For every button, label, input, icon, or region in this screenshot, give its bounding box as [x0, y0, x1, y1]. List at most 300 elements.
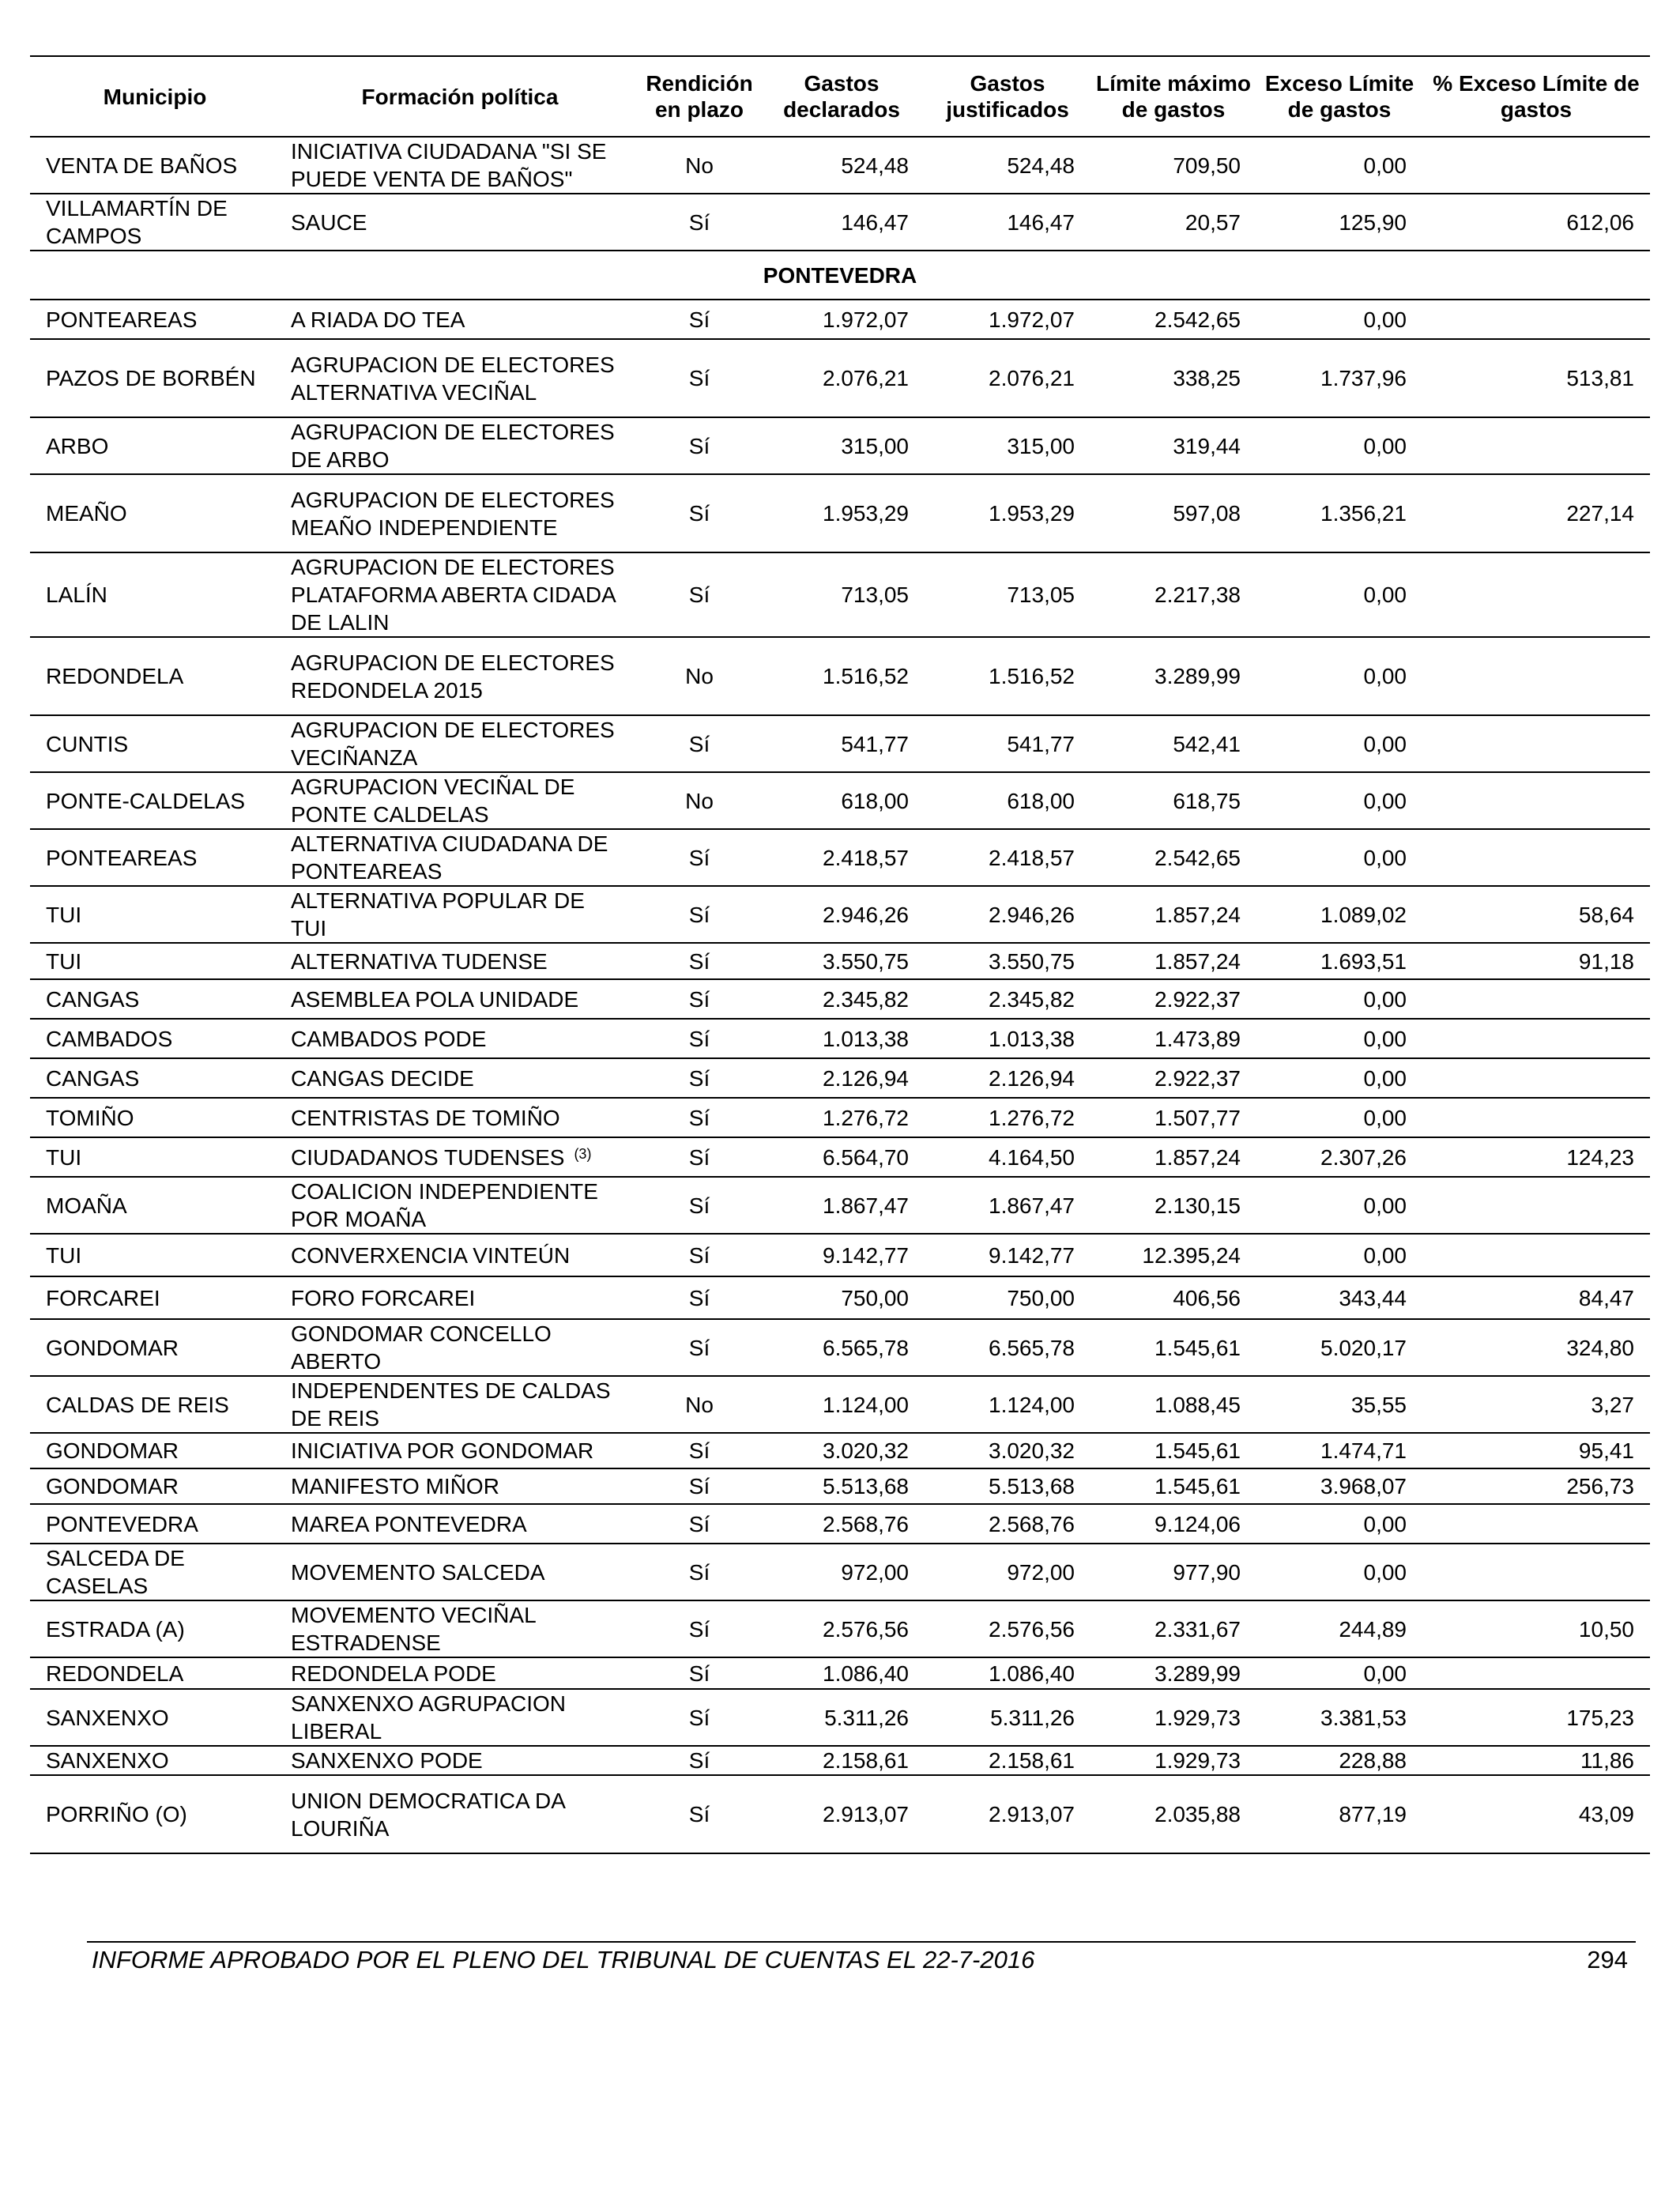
- cell-limite: 618,75: [1090, 772, 1256, 829]
- cell-rendicion: No: [640, 637, 759, 715]
- cell-gastos-justificados: 2.913,07: [925, 1775, 1090, 1853]
- cell-formacion: ALTERNATIVA CIUDADANA DE PONTEAREAS: [280, 829, 640, 886]
- cell-rendicion: Sí: [640, 1689, 759, 1746]
- cell-gastos-justificados: 524,48: [925, 137, 1090, 194]
- table-row: [30, 194, 1650, 251]
- cell-formacion: AGRUPACION DE ELECTORES PLATAFORMA ABERTA CIDADA DE LALIN: [280, 552, 640, 637]
- cell-limite: 3.289,99: [1090, 637, 1256, 715]
- table-row: [30, 1376, 1650, 1433]
- cell-exceso: 343,44: [1256, 1276, 1422, 1319]
- table-row: [30, 1600, 1650, 1657]
- cell-pct-exceso: [1422, 1058, 1650, 1098]
- cell-limite: 1.545,61: [1090, 1468, 1256, 1504]
- cell-rendicion: Sí: [640, 1137, 759, 1177]
- cell-exceso: 3.381,53: [1256, 1689, 1422, 1746]
- cell-formacion: ASEMBLEA POLA UNIDADE: [280, 979, 640, 1019]
- cell-exceso: 0,00: [1256, 1657, 1422, 1689]
- cell-municipio: ESTRADA (A): [30, 1600, 280, 1657]
- cell-exceso: 1.089,02: [1256, 886, 1422, 943]
- cell-gastos-justificados: 2.158,61: [925, 1746, 1090, 1775]
- header-municipio: Municipio: [30, 56, 280, 137]
- cell-gastos-declarados: 2.946,26: [759, 886, 925, 943]
- header-pct-exceso: % Exceso Límite de gastos: [1422, 56, 1650, 137]
- cell-formacion: MAREA PONTEVEDRA: [280, 1504, 640, 1544]
- table-row: [30, 772, 1650, 829]
- cell-gastos-justificados: 2.576,56: [925, 1600, 1090, 1657]
- cell-exceso: 0,00: [1256, 1177, 1422, 1234]
- table-row: [30, 1746, 1650, 1775]
- footer-divider: [87, 1941, 1636, 1943]
- cell-limite: 2.035,88: [1090, 1775, 1256, 1853]
- cell-municipio: GONDOMAR: [30, 1433, 280, 1468]
- cell-pct-exceso: [1422, 1504, 1650, 1544]
- cell-municipio: PONTE-CALDELAS: [30, 772, 280, 829]
- cell-municipio: VILLAMARTÍN DE CAMPOS: [30, 194, 280, 251]
- cell-gastos-justificados: 1.276,72: [925, 1098, 1090, 1137]
- cell-exceso: 0,00: [1256, 1019, 1422, 1058]
- cell-limite: 1.857,24: [1090, 886, 1256, 943]
- cell-formacion: SANXENXO PODE: [280, 1746, 640, 1775]
- page-number: 294: [1587, 1946, 1628, 1973]
- cell-exceso: 2.307,26: [1256, 1137, 1422, 1177]
- cell-rendicion: No: [640, 137, 759, 194]
- cell-formacion: CAMBADOS PODE: [280, 1019, 640, 1058]
- cell-exceso: 244,89: [1256, 1600, 1422, 1657]
- cell-rendicion: Sí: [640, 1098, 759, 1137]
- cell-exceso: 0,00: [1256, 1504, 1422, 1544]
- cell-municipio: CALDAS DE REIS: [30, 1376, 280, 1433]
- cell-gastos-declarados: 1.013,38: [759, 1019, 925, 1058]
- cell-exceso: 0,00: [1256, 829, 1422, 886]
- cell-pct-exceso: 84,47: [1422, 1276, 1650, 1319]
- table-row: [30, 552, 1650, 637]
- cell-gastos-justificados: 5.513,68: [925, 1468, 1090, 1504]
- cell-formacion: REDONDELA PODE: [280, 1657, 640, 1689]
- cell-municipio: MOAÑA: [30, 1177, 280, 1234]
- table-row: [30, 1544, 1650, 1600]
- cell-gastos-declarados: 5.513,68: [759, 1468, 925, 1504]
- cell-municipio: MEAÑO: [30, 474, 280, 552]
- cell-municipio: SANXENXO: [30, 1689, 280, 1746]
- cell-gastos-justificados: 541,77: [925, 715, 1090, 772]
- cell-rendicion: Sí: [640, 300, 759, 339]
- cell-pct-exceso: [1422, 137, 1650, 194]
- cell-gastos-justificados: 2.418,57: [925, 829, 1090, 886]
- cell-municipio: REDONDELA: [30, 637, 280, 715]
- cell-gastos-justificados: 972,00: [925, 1544, 1090, 1600]
- cell-pct-exceso: 124,23: [1422, 1137, 1650, 1177]
- cell-rendicion: Sí: [640, 1019, 759, 1058]
- cell-rendicion: No: [640, 1376, 759, 1433]
- cell-limite: 319,44: [1090, 417, 1256, 474]
- cell-gastos-justificados: 1.867,47: [925, 1177, 1090, 1234]
- cell-limite: 1.088,45: [1090, 1376, 1256, 1433]
- cell-pct-exceso: [1422, 417, 1650, 474]
- cell-exceso: 35,55: [1256, 1376, 1422, 1433]
- cell-exceso: 0,00: [1256, 715, 1422, 772]
- header-exceso: Exceso Límite de gastos: [1256, 56, 1422, 137]
- cell-gastos-declarados: 2.158,61: [759, 1746, 925, 1775]
- cell-exceso: 1.356,21: [1256, 474, 1422, 552]
- cell-gastos-justificados: 4.164,50: [925, 1137, 1090, 1177]
- cell-exceso: 877,19: [1256, 1775, 1422, 1853]
- cell-exceso: 1.474,71: [1256, 1433, 1422, 1468]
- cell-limite: 406,56: [1090, 1276, 1256, 1319]
- cell-gastos-declarados: 713,05: [759, 552, 925, 637]
- cell-rendicion: Sí: [640, 339, 759, 417]
- cell-pct-exceso: [1422, 1019, 1650, 1058]
- cell-limite: 1.857,24: [1090, 943, 1256, 979]
- cell-gastos-justificados: 315,00: [925, 417, 1090, 474]
- cell-pct-exceso: [1422, 637, 1650, 715]
- footer-text: INFORME APROBADO POR EL PLENO DEL TRIBUNAL DE CUENTAS EL 22-7-2016: [92, 1946, 1035, 1973]
- cell-gastos-declarados: 750,00: [759, 1276, 925, 1319]
- table-row: [30, 1098, 1650, 1137]
- cell-gastos-declarados: 1.972,07: [759, 300, 925, 339]
- cell-formacion: A RIADA DO TEA: [280, 300, 640, 339]
- footnote-marker: (3): [574, 1145, 592, 1162]
- cell-rendicion: Sí: [640, 1276, 759, 1319]
- cell-gastos-justificados: 1.953,29: [925, 474, 1090, 552]
- cell-municipio: ARBO: [30, 417, 280, 474]
- cell-gastos-declarados: 315,00: [759, 417, 925, 474]
- cell-limite: 1.473,89: [1090, 1019, 1256, 1058]
- cell-formacion: SAUCE: [280, 194, 640, 251]
- table-row: [30, 1276, 1650, 1319]
- table-row: [30, 1504, 1650, 1544]
- cell-gastos-declarados: 972,00: [759, 1544, 925, 1600]
- party-name: CIUDADANOS TUDENSES: [291, 1144, 565, 1170]
- province-heading: PONTEVEDRA: [30, 251, 1650, 300]
- cell-rendicion: Sí: [640, 1657, 759, 1689]
- table-row: [30, 1137, 1650, 1177]
- cell-limite: 2.542,65: [1090, 829, 1256, 886]
- cell-limite: 12.395,24: [1090, 1234, 1256, 1276]
- cell-formacion: AGRUPACION DE ELECTORES MEAÑO INDEPENDIENTE: [280, 474, 640, 552]
- cell-municipio: CAMBADOS: [30, 1019, 280, 1058]
- cell-pct-exceso: [1422, 1098, 1650, 1137]
- cell-rendicion: Sí: [640, 1468, 759, 1504]
- cell-formacion: CANGAS DECIDE: [280, 1058, 640, 1098]
- cell-formacion: SANXENXO AGRUPACION LIBERAL: [280, 1689, 640, 1746]
- cell-municipio: PORRIÑO (O): [30, 1775, 280, 1853]
- cell-rendicion: Sí: [640, 1504, 759, 1544]
- table-row: [30, 1657, 1650, 1689]
- cell-gastos-justificados: 5.311,26: [925, 1689, 1090, 1746]
- cell-exceso: 5.020,17: [1256, 1319, 1422, 1376]
- cell-gastos-declarados: 2.913,07: [759, 1775, 925, 1853]
- cell-formacion: MOVEMENTO VECIÑAL ESTRADENSE: [280, 1600, 640, 1657]
- cell-gastos-justificados: 750,00: [925, 1276, 1090, 1319]
- table-row: [30, 1177, 1650, 1234]
- cell-formacion: INICIATIVA POR GONDOMAR: [280, 1433, 640, 1468]
- cell-gastos-declarados: 146,47: [759, 194, 925, 251]
- cell-limite: 597,08: [1090, 474, 1256, 552]
- cell-gastos-declarados: 618,00: [759, 772, 925, 829]
- cell-exceso: 1.693,51: [1256, 943, 1422, 979]
- table-row: [30, 1058, 1650, 1098]
- cell-limite: 709,50: [1090, 137, 1256, 194]
- cell-municipio: TUI: [30, 1234, 280, 1276]
- cell-gastos-declarados: 3.550,75: [759, 943, 925, 979]
- table-body: [30, 137, 1650, 1853]
- cell-pct-exceso: 175,23: [1422, 1689, 1650, 1746]
- cell-formacion: MANIFESTO MIÑOR: [280, 1468, 640, 1504]
- cell-municipio: TUI: [30, 943, 280, 979]
- cell-municipio: REDONDELA: [30, 1657, 280, 1689]
- cell-gastos-justificados: 1.972,07: [925, 300, 1090, 339]
- cell-rendicion: Sí: [640, 1319, 759, 1376]
- cell-rendicion: Sí: [640, 886, 759, 943]
- cell-municipio: PONTEAREAS: [30, 300, 280, 339]
- cell-gastos-justificados: 3.020,32: [925, 1433, 1090, 1468]
- cell-municipio: TUI: [30, 886, 280, 943]
- header-gastos-declarados: Gastos declarados: [759, 56, 925, 137]
- cell-limite: 2.217,38: [1090, 552, 1256, 637]
- cell-formacion: AGRUPACION DE ELECTORES VECIÑANZA: [280, 715, 640, 772]
- cell-municipio: CANGAS: [30, 1058, 280, 1098]
- cell-gastos-declarados: 3.020,32: [759, 1433, 925, 1468]
- cell-pct-exceso: [1422, 1657, 1650, 1689]
- cell-municipio: GONDOMAR: [30, 1468, 280, 1504]
- cell-pct-exceso: [1422, 829, 1650, 886]
- table-row: [30, 1319, 1650, 1376]
- cell-formacion: COALICION INDEPENDIENTE POR MOAÑA: [280, 1177, 640, 1234]
- cell-municipio: PAZOS DE BORBÉN: [30, 339, 280, 417]
- cell-pct-exceso: 3,27: [1422, 1376, 1650, 1433]
- cell-limite: 1.857,24: [1090, 1137, 1256, 1177]
- header-gastos-justificados: Gastos justificados: [925, 56, 1090, 137]
- cell-formacion: INICIATIVA CIUDADANA "SI SE PUEDE VENTA DE BAÑOS": [280, 137, 640, 194]
- cell-formacion: AGRUPACION DE ELECTORES REDONDELA 2015: [280, 637, 640, 715]
- cell-gastos-declarados: 1.086,40: [759, 1657, 925, 1689]
- cell-pct-exceso: [1422, 715, 1650, 772]
- cell-exceso: 1.737,96: [1256, 339, 1422, 417]
- cell-gastos-declarados: 2.418,57: [759, 829, 925, 886]
- cell-municipio: GONDOMAR: [30, 1319, 280, 1376]
- table-row: [30, 886, 1650, 943]
- cell-limite: 977,90: [1090, 1544, 1256, 1600]
- cell-limite: 1.929,73: [1090, 1746, 1256, 1775]
- cell-municipio: CUNTIS: [30, 715, 280, 772]
- cell-pct-exceso: 11,86: [1422, 1746, 1650, 1775]
- table-row: [30, 1019, 1650, 1058]
- table-row: [30, 300, 1650, 339]
- cell-formacion: FORO FORCAREI: [280, 1276, 640, 1319]
- table-row: [30, 1433, 1650, 1468]
- cell-formacion: CENTRISTAS DE TOMIÑO: [280, 1098, 640, 1137]
- cell-exceso: 0,00: [1256, 300, 1422, 339]
- cell-exceso: 0,00: [1256, 1234, 1422, 1276]
- cell-pct-exceso: 513,81: [1422, 339, 1650, 417]
- cell-formacion: UNION DEMOCRATICA DA LOURIÑA: [280, 1775, 640, 1853]
- cell-formacion: AGRUPACION DE ELECTORES DE ARBO: [280, 417, 640, 474]
- cell-rendicion: Sí: [640, 474, 759, 552]
- cell-exceso: 0,00: [1256, 417, 1422, 474]
- cell-gastos-declarados: 541,77: [759, 715, 925, 772]
- table-row: [30, 1468, 1650, 1504]
- header-row: [30, 56, 1650, 137]
- cell-gastos-justificados: 1.086,40: [925, 1657, 1090, 1689]
- cell-gastos-declarados: 2.126,94: [759, 1058, 925, 1098]
- cell-rendicion: Sí: [640, 1600, 759, 1657]
- cell-pct-exceso: [1422, 300, 1650, 339]
- table-row: [30, 1775, 1650, 1853]
- cell-limite: 2.331,67: [1090, 1600, 1256, 1657]
- cell-municipio: CANGAS: [30, 979, 280, 1019]
- cell-exceso: 0,00: [1256, 979, 1422, 1019]
- cell-exceso: 228,88: [1256, 1746, 1422, 1775]
- cell-gastos-justificados: 9.142,77: [925, 1234, 1090, 1276]
- cell-gastos-justificados: 6.565,78: [925, 1319, 1090, 1376]
- cell-municipio: TOMIÑO: [30, 1098, 280, 1137]
- cell-municipio: VENTA DE BAÑOS: [30, 137, 280, 194]
- cell-exceso: 0,00: [1256, 637, 1422, 715]
- cell-pct-exceso: 58,64: [1422, 886, 1650, 943]
- cell-formacion: AGRUPACION VECIÑAL DE PONTE CALDELAS: [280, 772, 640, 829]
- cell-pct-exceso: 227,14: [1422, 474, 1650, 552]
- cell-formacion: CONVERXENCIA VINTEÚN: [280, 1234, 640, 1276]
- cell-limite: 2.922,37: [1090, 979, 1256, 1019]
- cell-pct-exceso: [1422, 1234, 1650, 1276]
- table-row: [30, 339, 1650, 417]
- cell-limite: 1.545,61: [1090, 1433, 1256, 1468]
- cell-rendicion: Sí: [640, 715, 759, 772]
- cell-rendicion: Sí: [640, 1775, 759, 1853]
- cell-pct-exceso: 612,06: [1422, 194, 1650, 251]
- cell-gastos-declarados: 1.124,00: [759, 1376, 925, 1433]
- cell-gastos-declarados: 2.076,21: [759, 339, 925, 417]
- cell-rendicion: Sí: [640, 552, 759, 637]
- cell-gastos-declarados: 1.953,29: [759, 474, 925, 552]
- header-limite: Límite máximo de gastos: [1090, 56, 1256, 137]
- cell-limite: 2.542,65: [1090, 300, 1256, 339]
- header-rendicion: Rendición en plazo: [640, 56, 759, 137]
- cell-gastos-justificados: 146,47: [925, 194, 1090, 251]
- cell-gastos-declarados: 2.568,76: [759, 1504, 925, 1544]
- cell-pct-exceso: [1422, 552, 1650, 637]
- cell-pct-exceso: 10,50: [1422, 1600, 1650, 1657]
- cell-gastos-justificados: 2.345,82: [925, 979, 1090, 1019]
- cell-gastos-declarados: 1.516,52: [759, 637, 925, 715]
- cell-gastos-declarados: 1.867,47: [759, 1177, 925, 1234]
- cell-pct-exceso: 43,09: [1422, 1775, 1650, 1853]
- cell-municipio: PONTEAREAS: [30, 829, 280, 886]
- cell-limite: 542,41: [1090, 715, 1256, 772]
- cell-gastos-declarados: 524,48: [759, 137, 925, 194]
- cell-municipio: PONTEVEDRA: [30, 1504, 280, 1544]
- cell-gastos-justificados: 1.013,38: [925, 1019, 1090, 1058]
- table-row: [30, 637, 1650, 715]
- cell-limite: 3.289,99: [1090, 1657, 1256, 1689]
- header-formacion: Formación política: [280, 56, 640, 137]
- cell-gastos-justificados: 713,05: [925, 552, 1090, 637]
- table-row: [30, 943, 1650, 979]
- cell-limite: 2.922,37: [1090, 1058, 1256, 1098]
- cell-formacion: [280, 1137, 640, 1177]
- cell-municipio: FORCAREI: [30, 1276, 280, 1319]
- cell-formacion: INDEPENDENTES DE CALDAS DE REIS: [280, 1376, 640, 1433]
- cell-pct-exceso: 95,41: [1422, 1433, 1650, 1468]
- table-row: [30, 417, 1650, 474]
- cell-formacion: AGRUPACION DE ELECTORES ALTERNATIVA VECIÑAL: [280, 339, 640, 417]
- cell-gastos-declarados: 9.142,77: [759, 1234, 925, 1276]
- cell-exceso: 0,00: [1256, 1544, 1422, 1600]
- cell-rendicion: Sí: [640, 1058, 759, 1098]
- table-row: [30, 715, 1650, 772]
- cell-pct-exceso: [1422, 1544, 1650, 1600]
- cell-limite: 338,25: [1090, 339, 1256, 417]
- cell-rendicion: Sí: [640, 1234, 759, 1276]
- cell-pct-exceso: [1422, 979, 1650, 1019]
- cell-municipio: SALCEDA DE CASELAS: [30, 1544, 280, 1600]
- table-row: [30, 1689, 1650, 1746]
- cell-pct-exceso: [1422, 1177, 1650, 1234]
- cell-exceso: 125,90: [1256, 194, 1422, 251]
- cell-rendicion: Sí: [640, 194, 759, 251]
- table-row: [30, 474, 1650, 552]
- cell-municipio: SANXENXO: [30, 1746, 280, 1775]
- cell-gastos-declarados: 1.276,72: [759, 1098, 925, 1137]
- cell-exceso: 0,00: [1256, 772, 1422, 829]
- cell-rendicion: Sí: [640, 943, 759, 979]
- cell-gastos-declarados: 5.311,26: [759, 1689, 925, 1746]
- table-row: [30, 137, 1650, 194]
- cell-formacion: MOVEMENTO SALCEDA: [280, 1544, 640, 1600]
- cell-rendicion: Sí: [640, 1177, 759, 1234]
- cell-gastos-declarados: 6.565,78: [759, 1319, 925, 1376]
- cell-pct-exceso: 256,73: [1422, 1468, 1650, 1504]
- cell-rendicion: Sí: [640, 829, 759, 886]
- cell-gastos-justificados: 2.568,76: [925, 1504, 1090, 1544]
- cell-formacion: ALTERNATIVA POPULAR DE TUI: [280, 886, 640, 943]
- cell-pct-exceso: [1422, 772, 1650, 829]
- cell-rendicion: Sí: [640, 979, 759, 1019]
- cell-formacion: GONDOMAR CONCELLO ABERTO: [280, 1319, 640, 1376]
- cell-limite: 1.929,73: [1090, 1689, 1256, 1746]
- cell-limite: 1.545,61: [1090, 1319, 1256, 1376]
- cell-gastos-justificados: 618,00: [925, 772, 1090, 829]
- cell-gastos-declarados: 2.345,82: [759, 979, 925, 1019]
- cell-gastos-justificados: 2.946,26: [925, 886, 1090, 943]
- cell-rendicion: Sí: [640, 1433, 759, 1468]
- cell-pct-exceso: 91,18: [1422, 943, 1650, 979]
- cell-gastos-justificados: 2.076,21: [925, 339, 1090, 417]
- cell-limite: 20,57: [1090, 194, 1256, 251]
- cell-gastos-justificados: 2.126,94: [925, 1058, 1090, 1098]
- cell-gastos-justificados: 1.124,00: [925, 1376, 1090, 1433]
- cell-gastos-justificados: 3.550,75: [925, 943, 1090, 979]
- cell-rendicion: Sí: [640, 1746, 759, 1775]
- cell-exceso: 3.968,07: [1256, 1468, 1422, 1504]
- cell-limite: 9.124,06: [1090, 1504, 1256, 1544]
- table-row: [30, 979, 1650, 1019]
- cell-exceso: 0,00: [1256, 1058, 1422, 1098]
- cell-gastos-declarados: 2.576,56: [759, 1600, 925, 1657]
- cell-formacion: ALTERNATIVA TUDENSE: [280, 943, 640, 979]
- cell-municipio: TUI: [30, 1137, 280, 1177]
- expense-table: [30, 55, 1650, 1854]
- cell-exceso: 0,00: [1256, 1098, 1422, 1137]
- cell-gastos-declarados: 6.564,70: [759, 1137, 925, 1177]
- province-row: [30, 251, 1650, 300]
- table-row: [30, 829, 1650, 886]
- cell-pct-exceso: 324,80: [1422, 1319, 1650, 1376]
- cell-rendicion: Sí: [640, 417, 759, 474]
- cell-limite: 1.507,77: [1090, 1098, 1256, 1137]
- cell-municipio: LALÍN: [30, 552, 280, 637]
- cell-exceso: 0,00: [1256, 137, 1422, 194]
